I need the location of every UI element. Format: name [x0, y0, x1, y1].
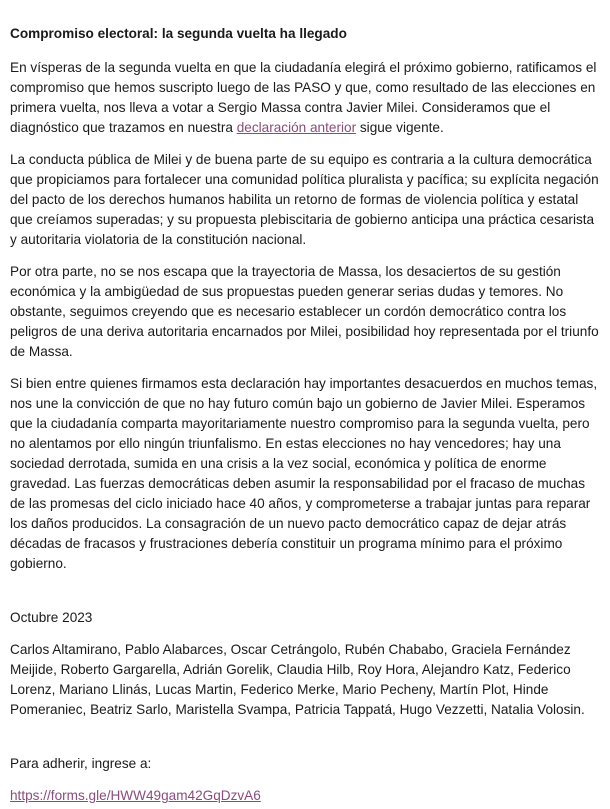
date-line: Octubre 2023 — [10, 610, 93, 625]
paragraph-3: Por otra parte, no se nos escapa que la trayectoria de Massa, los desaciertos de su gestión económica y la ambigüedad de sus propuestas pueden generar serias dudas y temores. No obstante, seguimos creyendo que es necesario establecer un cordón democrático contra los peligros de una deriva autoritaria encarnados por Milei, posibilidad hoy representada por el triunfo de Massa. — [10, 264, 599, 359]
paragraph-1 — [10, 58, 600, 138]
paragraph-1-text-after: sigue vigente. — [356, 120, 444, 135]
document-title: Compromiso electoral: la segunda vuelta ha llegado — [10, 26, 347, 41]
signatories-list: Carlos Altamirano, Pablo Alabarces, Oscar Cetrángolo, Rubén Chababo, Graciela Fernández Meijide, Roberto Gargarella, Adrián Gorelik, Claudia Hilb, Roy Hora, Alejandro Katz, Federico Lorenz, Mariano Llinás, Lucas Martin, Federico Merke, Mario Pecheny, Martín Plot, Hinde Pomeraniec, Beatriz Sarlo, Maristella Svampa, Patricia Tappatá, Hugo Vezzetti, Natalia Volosin. — [10, 642, 585, 717]
paragraph-2: La conducta pública de Milei y de buena parte de su equipo es contraria a la cultura democrática que propiciamos para fortalecer una comunidad política pluralista y pacífica; su explícita negación del pacto de los derechos humanos habilita un retorno de formas de violencia política y estatal que creíamos superadas; y su propuesta plebiscitaria de gobierno anticipa una práctica cesarista y autoritaria violatoria de la constitución nacional. — [10, 152, 599, 247]
form-url-link[interactable]: https://forms.gle/HWW49gam42GqDzvA6 — [10, 788, 261, 803]
previous-declaration-link[interactable]: declaración anterior — [236, 120, 357, 135]
paragraph-1-text-before: En vísperas de la segunda vuelta en que la ciudadanía elegirá el próximo gobierno, ratificamos el compromiso que hemos suscripto luego de las PASO y que, como resultado de las elecciones en primera vuelta, nos lleva a votar a Sergio Massa contra Javier Milei. Consideramos que el diagnóstico que trazamos en nuestra — [10, 60, 597, 135]
spacer — [10, 732, 600, 754]
adhere-label: Para adherir, ingrese a: — [10, 756, 152, 771]
paragraph-4: Si bien entre quienes firmamos esta declaración hay importantes desacuerdos en muchos temas, nos une la convicción de que no hay futuro común bajo un gobierno de Javier Milei. Esperamos que la ciudadanía comparta mayoritariamente nuestro compromiso para la segunda vuelta, pero no alentamos por ello ningún triunfalismo. En estas elecciones no hay vencedores; hay una sociedad derrotada, sumida en una crisis a la vez social, económica y política de enorme gravedad. Las fuerzas democráticas deben asumir la responsabilidad por el fracaso de muchas de las promesas del ciclo iniciado hace 40 años, y comprometerse a trabajar juntas para reparar los daños producidos. La consagración de un nuevo pacto democrático capaz de dejar atrás décadas de fracasos y frustraciones debería constituir un programa mínimo para el próximo gobierno. — [10, 376, 598, 571]
spacer — [10, 586, 600, 608]
